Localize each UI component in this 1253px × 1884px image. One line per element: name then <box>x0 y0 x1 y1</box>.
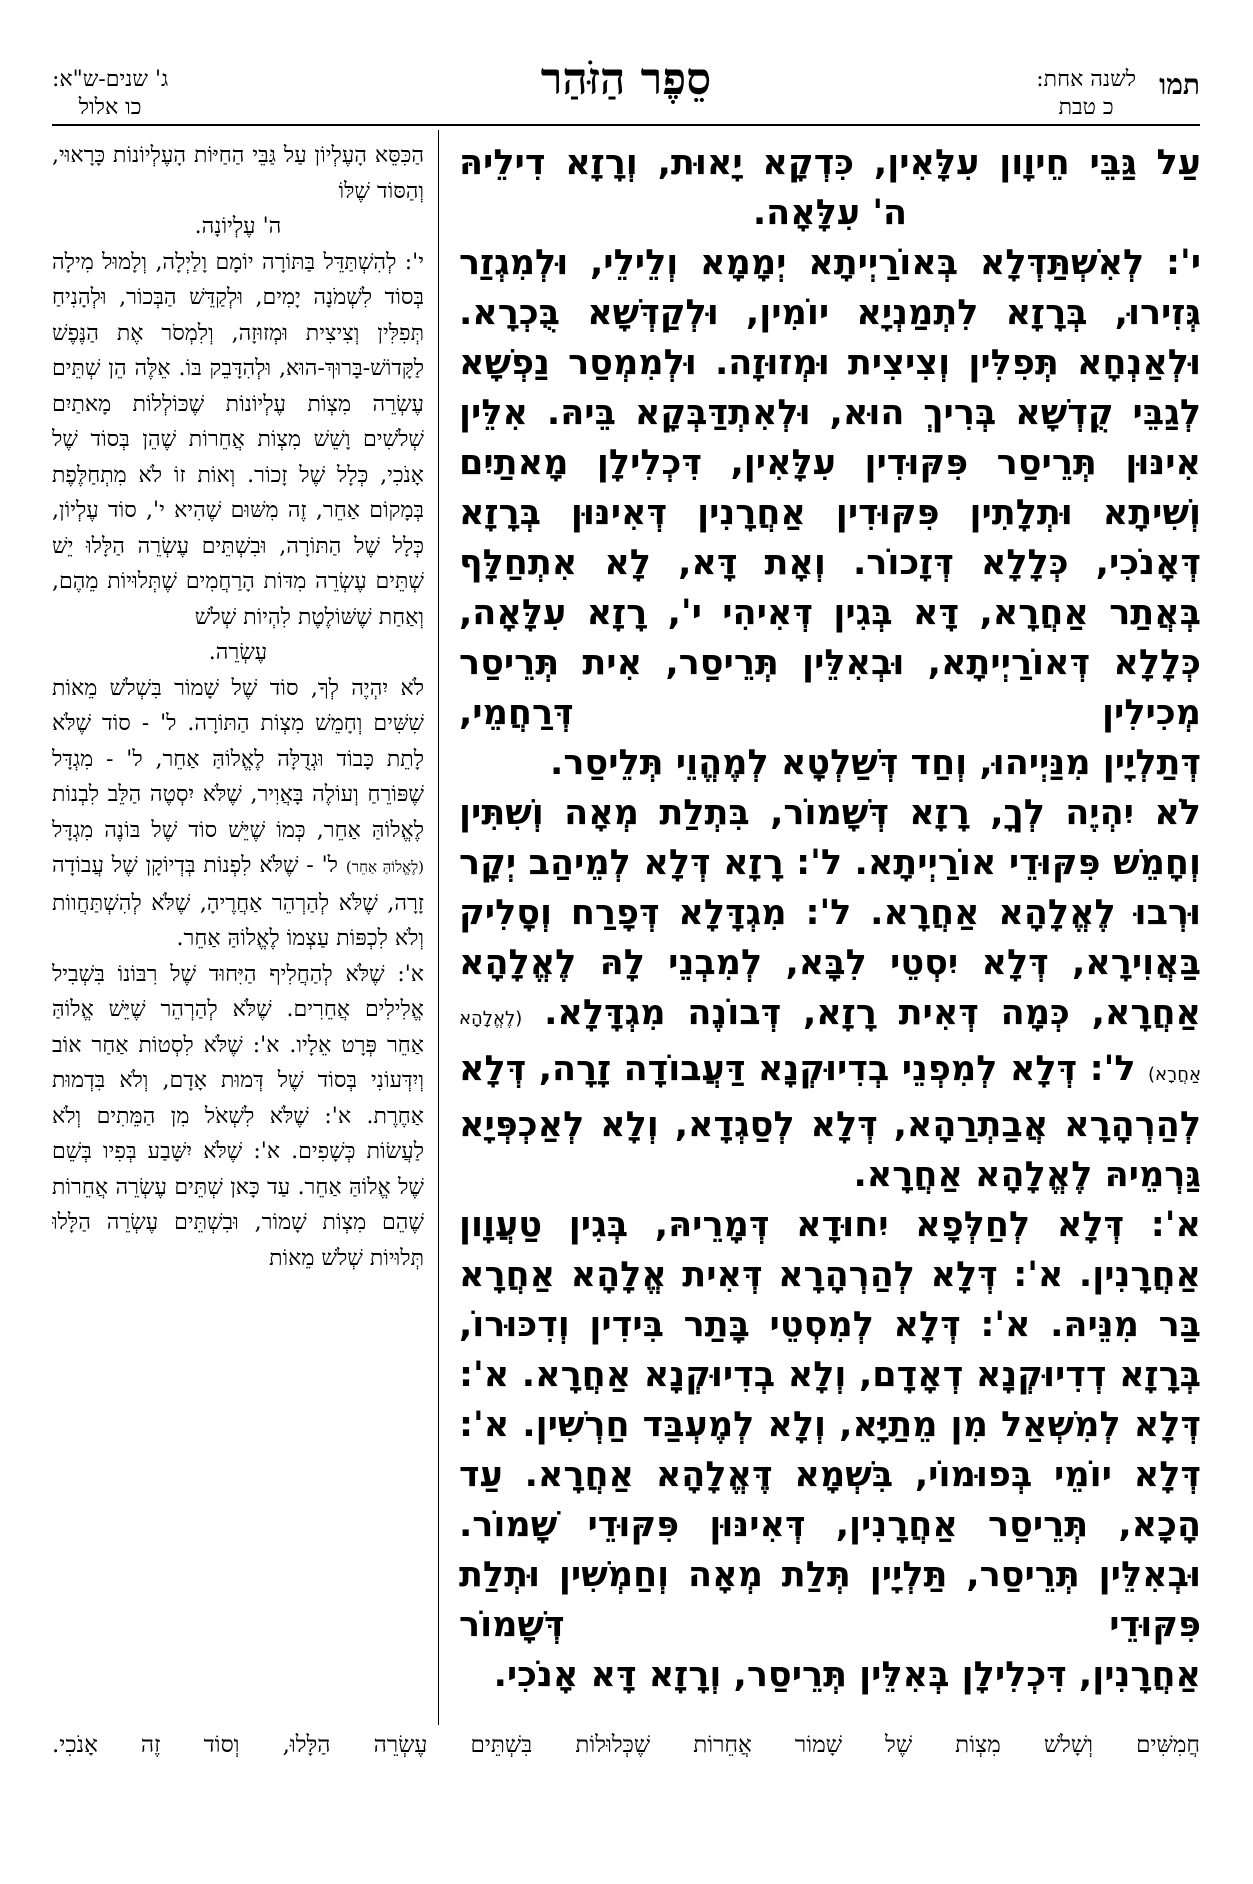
header-divider <box>52 124 1200 126</box>
footer-continuation-line: חֲמִשִּׁים וְשָׁלֹשׁ מִצְוֹת שֶׁל שָׁמוֹר אֲחֵרוֹת שֶׁכְּלוּלוֹת בִּשְׁתֵּים עֶשְׂרֵה הַלָּלוּ, וְסוֹד זֶה אָנֹכִי. <box>52 1732 1200 1758</box>
main-paragraph-4-end: אַחֲרָנִין, דִּכְלִילָן בְּאִלֵּין תְּרֵיסַר, וְרָזָא דָּא אָנֹכִי. <box>493 1655 1201 1695</box>
header-right-line1: לשנה אחת: <box>1036 67 1136 92</box>
main-paragraph-2: י': לְאִשְׁתַּדְּלָא בְּאוֹרַיְיתָא יְמָמָא וְלֵילֵי, וּלְמִגְזַר גְּזִירוּ, בְּרָזָא לִתְמַנְיָא יוֹמִין, וּלְקַדְּשָׁא בֻּכְרָא. וּלְאַנְחָא תְּפִלִּין וְצִיצִית וּמְזוּזָה. וּלְמִמְסַר נַפְשָׁא לְגַבֵּי קֻדְשָׁא בְּרִיךְ הוּא, וּלְאִתְדַּבְּקָא בֵּיהּ. אִלֵּין אִינּוּן תְּרֵיסַר פִּקּוּדִין עִלָּאִין, דִּכְלִילָן מָאתַיִם וְשִׁיתָא וּתְלָתִין פִּקּוּדִין אַחֲרָנִין דְּאִינּוּן בְּרָזָא דְּאָנֹכִי, כְּלָלָא דְּזָכוֹר. וְאָת דָּא, לָא אִתְחַלָּף בְּאֲתַר אַחֲרָא, דָּא בְּגִין דְּאִיהִי י', רָזָא עִלָּאָה, כְּלָלָא דְּאוֹרַיְיתָא, וּבְאִלֵּין תְּרֵיסַר, אִית תְּרֵיסַר מְכִילִין דְּרַחֲמֵי, <box>459 243 1201 733</box>
page-number: תמו <box>1159 68 1200 101</box>
header-left-line1: ג' שנים-ש"א: <box>52 67 169 92</box>
aramaic-text-column <box>459 138 1201 1698</box>
main-paragraph-3-cont: ל': דְּלָא לְמִפְנֵי בְדִיוּקְנָא דַּעֲבוֹדָה זָרָה, דְּלָא לְהַרְהָרָא אֲבַתְרַהָא, דְּלָא לְסַגְדָא, וְלָא לְאַכְפְּיָא גַּרְמֵיהּ לֶאֱלָהָא אַחֲרָא. <box>459 1049 1201 1195</box>
side-paragraph-3-cont: ל' - שֶׁלֹּא לִפְנוֹת בְּדְיוֹקָן שֶׁל עֲבוֹדָה זָרָה, שֶׁלֹּא לְהַרְהֵר אַחֲרֶיהָ, שֶׁלֹּא לְהִשְׁתַּחֲווֹת וְלֹא לִכְפּוֹת עַצְמוֹ לֶאֱלוֹהַּ אַחֵר. <box>52 853 424 951</box>
side-paragraph-4: א': שֶׁלֹּא לְהַחֲלִיף הַיִּחוּד שֶׁל רִבּוֹנוֹ בִּשְׁבִיל אֱלִילִים אֲחֵרִים. שֶׁלֹּא לְהַרְהֵר שֶׁיֵּשׁ אֱלוֹהַּ אַחֵר פְּרָט אֵלָיו. א': שֶׁלֹּא לִסְטוֹת אַחַר אוֹב וְיִדְּעוֹנִי בְּסוֹד שֶׁל דְּמוּת אָדָם, וְלֹא בִּדְמוּת אַחֶרֶת. א': שֶׁלֹּא לִשְׁאֹל מִן הַמֵּתִים וְלֹא לַעֲשׂוֹת כְּשָׁפִים. א': שֶׁלֹּא יִשָּׁבַע בְּפִיו בְּשֵׁם שֶׁל אֱלוֹהַּ אַחֵר. עַד כָּאן שְׁתֵּים עֶשְׂרֵה אֲחֵרוֹת שֶׁהֵם מִצְוֹת שָׁמוֹר, וּבִשְׁתֵּים עֶשְׂרֵה הַלָּלוּ תְּלוּיוֹת שְׁלֹשׁ מֵאוֹת <box>52 961 424 1271</box>
header-schedule-three-years <box>52 66 168 122</box>
main-paragraph-2-end: דְּתַלְיָין מִנַּיְיהוּ, וְחַד דְּשַׁלְטָא לְמֶהֱוֵי תְּלֵיסַר. <box>550 743 1201 783</box>
page-header <box>52 48 1200 122</box>
main-paragraph-3 <box>459 788 1201 1200</box>
column-divider <box>438 130 439 1725</box>
main-paragraph-1-end: ה' עִלָּאָה. <box>752 193 908 233</box>
side-paragraph-3 <box>52 671 424 957</box>
header-right-line2: כ טבת <box>1058 95 1114 120</box>
main-paragraph-4: א': דְּלָא לְחַלְּפָא יִחוּדָא דְּמָרֵיהּ, בְּגִין טַעֲוָון אַחֲרָנִין. א': דְּלָא לְהַרְהָרָא דְּאִית אֱלָהָא אַחֲרָא בַּר מִנֵּיהּ. א': דְּלָא לְמִסְטֵי בָּתַר בִּידִין וְדִכּוּרוֹ, בְּרָזָא דְדִיוּקְנָא דְאָדָם, וְלָא בְדִיוּקְנָא אַחֲרָא. א': דְּלָא לְמִשְׁאַל מִן מֵתַיָּא, וְלָא לְמֶעְבַּד חַרְשִׁין. א': דְּלָא יוֹמֵי בְּפוּמוֹי, בִּשְׁמָא דֶּאֱלָהָא אַחֲרָא. עַד הָכָא, תְּרֵיסַר אַחֲרָנִין, דְּאִינּוּן פִּקּוּדֵי שָׁמוֹר. וּבְאִלֵּין תְּרֵיסַר, תַּלְיָין תְּלַת מְאָה וְחַמְשִׁין וּתְלַת פִּקּוּדֵי דְּשָׁמוֹר <box>459 1205 1201 1645</box>
main-paragraph-1: עַל גַּבֵּי חֵיוָון עִלָּאִין, כִּדְקָא יָאוּת, וְרָזָא דִילֵיהּ <box>459 143 1201 183</box>
side-paragraph-1: הַכִּסֵּא הָעֶלְיוֹן עַל גַּבֵּי הַחַיּוֹת הָעֶלְיוֹנוֹת כָּרָאוּי, וְהַסּוֹד שֶׁלּוֹ <box>52 143 424 204</box>
side-paragraph-1-end: ה' עֶלְיוֹנָה. <box>194 214 282 239</box>
book-title: סֵפֶר הַזֹּהַר <box>540 54 712 105</box>
side-paragraph-3-note: (לֶאֱלוֹהַּ אַחֵר) <box>345 858 424 876</box>
header-left-line2: כו אלול <box>78 95 142 120</box>
side-paragraph-2-end: עֶשְׂרֵה. <box>208 640 268 665</box>
hebrew-translation-column <box>52 138 424 1728</box>
side-paragraph-3-text: לֹא יִהְיֶה לְךָ, סוֹד שֶׁל שָׁמוֹר בִּשְׁלֹשׁ מֵאוֹת שִׁשִּׁים וְחָמֵשׁ מִצְוֹת הַתּוֹרָה. ל' - סוֹד שֶׁלֹּא לָתֵת כָּבוֹד וּגְדֻלָּה לֶאֱלוֹהַּ אַחֵר, ל' - מִגְדָּל שֶׁפּוֹרֵחַ וְעוֹלֶה בָּאֲוִיר, שֶׁלֹּא יִסְטֶה הַלֵּב לִבְנוֹת לֶאֱלוֹהַּ אַחֵר, כְּמוֹ שֶׁיֵּשׁ סוֹד שֶׁל בּוֹנֶה מִגְדָּל <box>52 675 424 843</box>
main-paragraph-3-text: לֹא יִהְיֶה לְךָ, רָזָא דְּשָׁמוֹר, בִּתְלַת מְאָה וְשִׁתִּין וְחָמֵשׁ פִּקּוּדֵי אוֹרַיְיתָא. ל': רָזָא דְּלָא לְמֵיהַב יְקָר וּרְבוּ לֶאֱלָהָא אַחֲרָא. ל': מִגְדָּלָא דְּפָרַח וְסָלִיק בַּאֲוִירָא, דְּלָא יִסְטֵי לִבָּא, לְמִבְנֵי לָהּ לֶאֱלָהָא אַחֲרָא, כְּמָה דְּאִית רָזָא, דְּבוֹנֶה מִגְדָּלָא. <box>459 793 1201 1033</box>
main-paragraph-3-note: (לֶאֱלָהָא אַחֲרָא) <box>459 1008 1201 1085</box>
side-paragraph-2: י': לְהִשְׁתַּדֵּל בַּתּוֹרָה יוֹמָם וָלַיְלָה, וְלָמוּל מִילָה בְּסוֹד לִשְׁמֹנָה יָמִים, וּלְקַדֵּשׁ הַבְּכוֹר, וּלְהָנִיחַ תְּפִלִּין וְצִיצִית וּמְזוּזָה, וְלִמְסֹר אֶת הַנֶּפֶשׁ לַקָּדוֹשׁ-בָּרוּךְ-הוּא, וּלְהִדָּבֵק בּוֹ. אֵלֶּה הֵן שְׁתֵּים עֶשְׂרֵה מִצְוֹת עֶלְיוֹנוֹת שֶׁכּוֹלְלוֹת מָאתַיִם שְׁלֹשִׁים וָשֵׁשׁ מִצְוֹת אֲחֵרוֹת שֶׁהֵן בְּסוֹד שֶׁל אָנֹכִי, כְּלָל שֶׁל זָכוֹר. וְאוֹת זוֹ לֹא מִתְחַלֶּפֶת בְּמָקוֹם אַחֵר, זֶה מִשּׁוּם שֶׁהִיא י', סוֹד עֶלְיוֹן, כְּלָל שֶׁל הַתּוֹרָה, וּבִשְׁתֵּים עֶשְׂרֵה הַלָּלוּ יֵשׁ שְׁתֵּים עֶשְׂרֵה מִדּוֹת הָרַחֲמִים שֶׁתְּלוּיוֹת מֵהֶם, וְאַחַת שֶׁשּׁוֹלֶטֶת לִהְיוֹת שְׁלֹשׁ <box>52 249 424 630</box>
